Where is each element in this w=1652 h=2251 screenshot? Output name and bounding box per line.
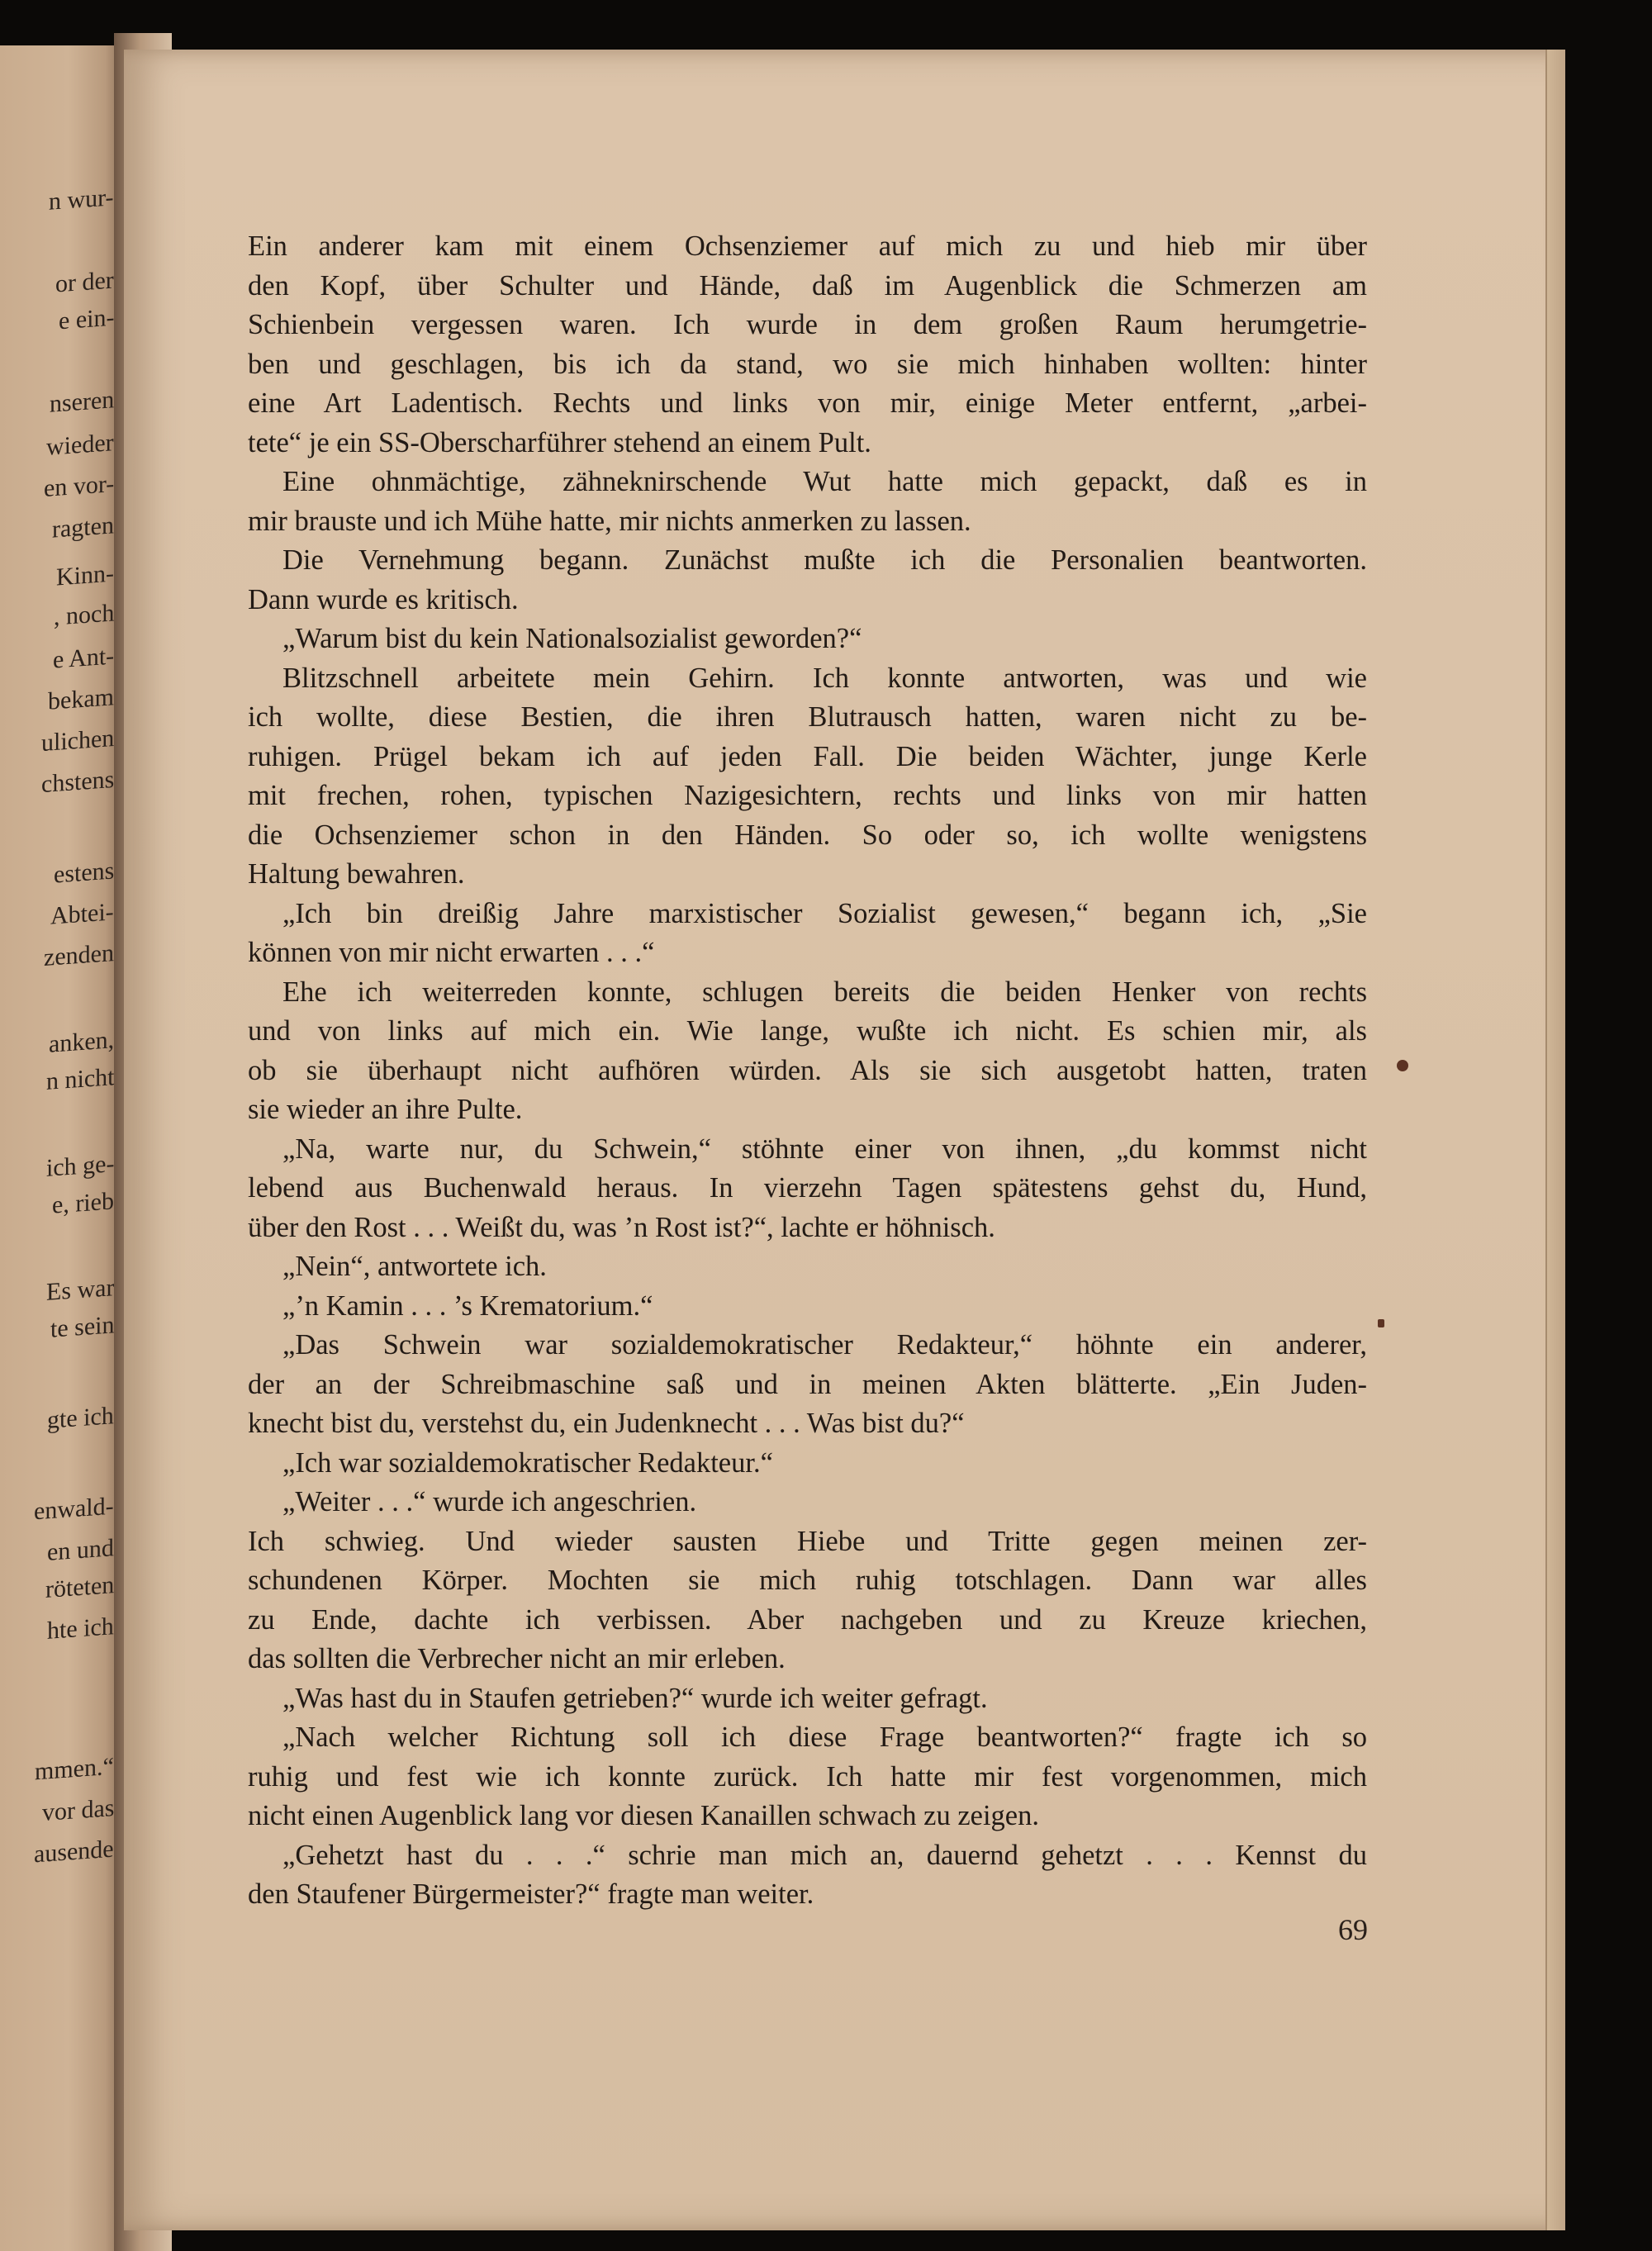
left-page-fragment: mmen.“ [35, 1752, 114, 1786]
text-line: ich wollte, diese Bestien, die ihren Blutrausch hatten, waren nicht zu be- [248, 701, 1367, 733]
left-page-fragment: nseren [49, 386, 114, 418]
text-line: Die Vernehmung begann. Zunächst mußte ich die Personalien beantworten. [282, 544, 1367, 576]
left-page [0, 45, 124, 2251]
left-page-fragment: n wur- [49, 183, 114, 216]
left-page-fragment: ich ge- [45, 1150, 114, 1182]
text-line: tete“ je ein SS-Oberscharführer stehend an einem Pult. [248, 426, 871, 458]
text-line: Dann wurde es kritisch. [248, 583, 519, 615]
text-line: lebend aus Buchenwald heraus. In vierzehn Tagen spätestens gehst du, Hund, [248, 1172, 1367, 1204]
text-line: „Nach welcher Richtung soll ich diese Frage beantworten?“ fragte ich so [282, 1721, 1367, 1753]
ink-spot [1397, 1060, 1408, 1071]
ink-spot [1378, 1319, 1384, 1327]
body-text [248, 227, 1367, 1915]
text-line: „Warum bist du kein Nationalsozialist geworden?“ [282, 623, 862, 654]
text-line: den Kopf, über Schulter und Hände, daß im Augenblick die Schmerzen am [248, 269, 1367, 302]
text-line: können von mir nicht erwarten . . .“ [248, 937, 655, 968]
text-line: knecht bist du, verstehst du, ein Judenknecht . . . Was bist du?“ [248, 1408, 965, 1439]
text-line: das sollten die Verbrecher nicht an mir erleben. [248, 1643, 786, 1674]
text-line: eine Art Ladentisch. Rechts und links von mir, einige Meter entfernt, „arbei- [248, 387, 1367, 419]
text-line: ruhigen. Prügel bekam ich auf jeden Fall. Die beiden Wächter, junge Kerle [248, 740, 1367, 772]
left-page-fragment: en vor- [43, 470, 114, 502]
text-line: ob sie überhaupt nicht aufhören würden. Als sie sich ausgetobt hatten, traten [248, 1054, 1367, 1086]
text-line: „’n Kamin . . . ’s Krematorium.“ [282, 1289, 653, 1322]
left-page-fragment: e Ant- [52, 642, 114, 674]
text-line: mit frechen, rohen, typischen Nazigesichtern, rechts und links von mir hatten [248, 780, 1367, 811]
left-page-fragment: , noch [53, 599, 114, 631]
left-page-text-fragments [0, 45, 124, 2251]
text-line: „Weiter . . .“ wurde ich angeschrien. [282, 1486, 697, 1517]
text-line: ben und geschlagen, bis ich da stand, wo sie mich hinhaben wollten: hinter [248, 348, 1367, 380]
left-page-fragment: wieder [46, 429, 114, 461]
left-page-fragment: anken, [48, 1026, 114, 1058]
text-line: Ein anderer kam mit einem Ochsenziemer auf mich zu und hieb mir über [248, 230, 1367, 262]
left-page-fragment: or der [55, 266, 114, 298]
text-line: schundenen Körper. Mochten sie mich ruhig totschlagen. Dann war alles [248, 1565, 1367, 1596]
page-number: 69 [1338, 1913, 1368, 1946]
text-line: „Was hast du in Staufen getrieben?“ wurde ich weiter gefragt. [282, 1682, 988, 1714]
text-line: zu Ende, dachte ich verbissen. Aber nachgeben und zu Kreuze kriechen, [248, 1603, 1367, 1636]
left-page-fragment: ausende [34, 1835, 114, 1869]
left-page-fragment: Kinn- [56, 559, 114, 591]
left-page-fragment: e ein- [58, 303, 114, 335]
text-line: Eine ohnmächtige, zähneknirschende Wut hatte mich gepackt, daß es in [282, 466, 1367, 497]
text-line: Ehe ich weiterreden konnte, schlugen bereits die beiden Henker von rechts [282, 976, 1367, 1008]
text-line: „Na, warte nur, du Schwein,“ stöhnte einer von ihnen, „du kommst nicht [282, 1133, 1367, 1165]
text-line: sie wieder an ihre Pulte. [248, 1094, 523, 1125]
left-page-fragment: enwald- [34, 1492, 114, 1526]
left-page-fragment: en und [47, 1534, 114, 1566]
left-page-fragment: bekam [48, 683, 114, 715]
text-line: Schienbein vergessen waren. Ich wurde in dem großen Raum herumgetrie- [248, 309, 1367, 340]
text-line: Ich schwieg. Und wieder sausten Hiebe und Tritte gegen meinen zer- [248, 1525, 1367, 1557]
text-line: mir brauste und ich Mühe hatte, mir nichts anmerken zu lassen. [248, 505, 971, 537]
left-page-fragment: zenden [44, 939, 114, 971]
left-page-fragment: Abtei- [50, 898, 114, 930]
text-line: „Ich bin dreißig Jahre marxistischer Sozialist gewesen,“ begann ich, „Sie [282, 897, 1367, 929]
text-line: die Ochsenziemer schon in den Händen. So oder so, ich wollte wenigstens [248, 819, 1367, 851]
text-line: „Gehetzt hast du . . .“ schrie man mich an, dauernd gehetzt . . . Kennst du [282, 1839, 1367, 1871]
left-page-fragment: te sein [50, 1311, 114, 1343]
left-page-fragment: n nicht [45, 1063, 114, 1095]
page-edge [1545, 50, 1565, 2230]
left-page-fragment: vor das [41, 1793, 114, 1827]
text-line: der an der Schreibmaschine saß und in meinen Akten blätterte. „Ein Juden- [248, 1368, 1367, 1400]
left-page-fragment: Es war [45, 1274, 114, 1306]
left-page-fragment: röteten [45, 1571, 114, 1603]
left-page-fragment: ragten [52, 511, 114, 544]
text-line: über den Rost . . . Weißt du, was ’n Rost ist?“, lachte er höhnisch. [248, 1211, 995, 1243]
text-line: ruhig und fest wie ich konnte zurück. Ich hatte mir fest vorgenommen, mich [248, 1760, 1367, 1793]
text-line: nicht einen Augenblick lang vor diesen Kanaillen schwach zu zeigen. [248, 1800, 1039, 1831]
text-line: den Staufener Bürgermeister?“ fragte man weiter. [248, 1878, 814, 1910]
text-line: Blitzschnell arbeitete mein Gehirn. Ich konnte antworten, was und wie [282, 662, 1367, 694]
left-page-fragment: hte ich [47, 1612, 114, 1645]
left-page-fragment: ulichen [40, 724, 114, 757]
left-page-fragment: chstens [40, 765, 114, 799]
text-line: „Ich war sozialdemokratischer Redakteur.“ [282, 1446, 773, 1479]
text-line: Haltung bewahren. [248, 858, 465, 890]
left-page-fragment: e, rieb [52, 1187, 114, 1219]
left-page-fragment: gte ich [47, 1402, 114, 1434]
text-line: „Nein“, antwortete ich. [282, 1251, 547, 1282]
left-page-fragment: estens [53, 857, 114, 889]
text-line: „Das Schwein war sozialdemokratischer Redakteur,“ höhnte ein anderer, [282, 1329, 1367, 1361]
text-line: und von links auf mich ein. Wie lange, wußte ich nicht. Es schien mir, als [248, 1015, 1367, 1047]
